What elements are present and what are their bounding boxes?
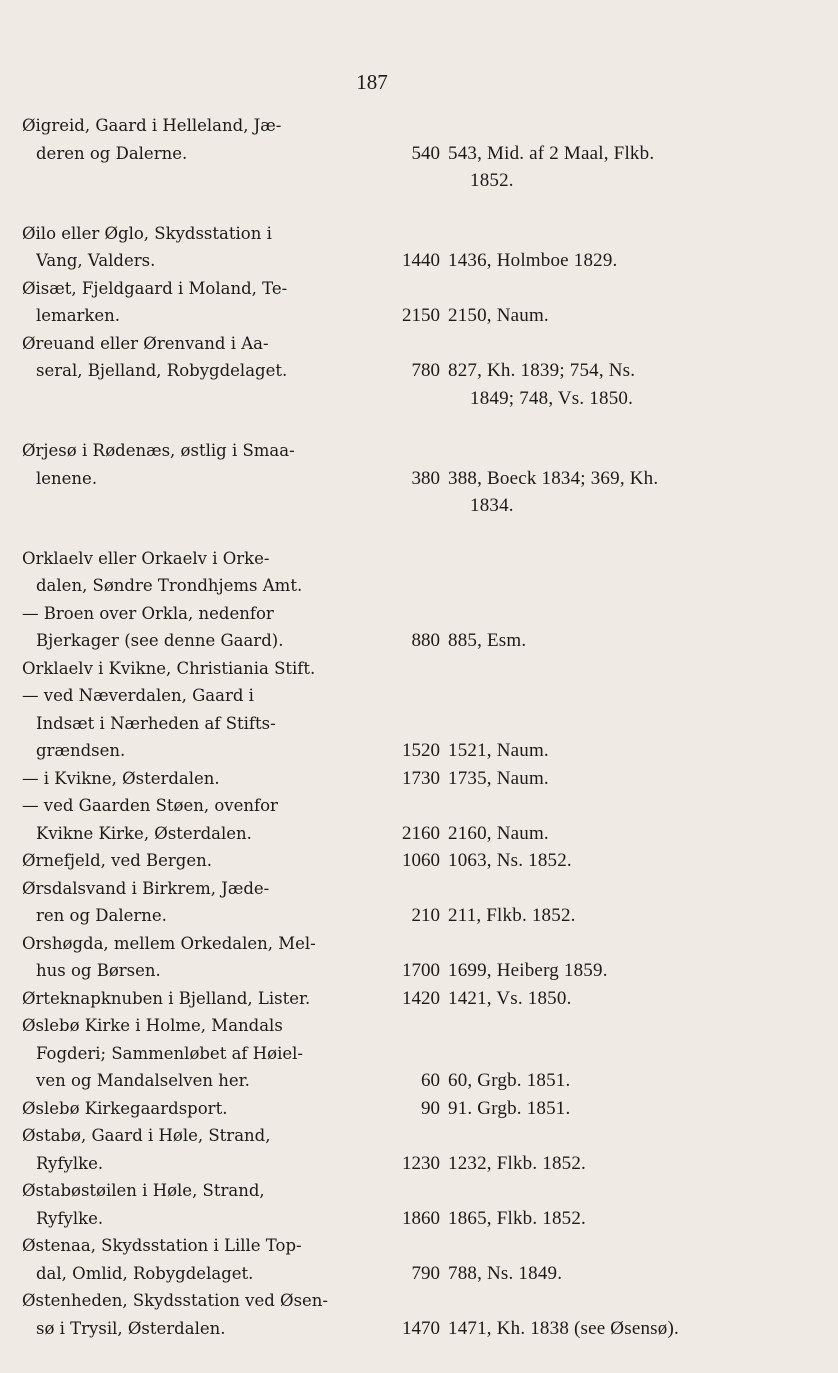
entry: [22, 275, 822, 330]
entry-line: [22, 1040, 822, 1068]
elevation-value: 1440: [402, 250, 440, 271]
entry: [22, 220, 822, 275]
entry-line: [22, 1260, 822, 1288]
place-description: lemarken.: [36, 306, 121, 325]
place-description: Orklaelv eller Orkaelv i Orke-: [22, 548, 270, 568]
elevation-value: 2160: [402, 822, 440, 844]
place-description: Ørsdalsvand i Birkrem, Jæde-: [22, 878, 270, 898]
elevation-value: 60: [421, 1070, 440, 1091]
entry-line: [22, 792, 822, 820]
entry-line: [22, 930, 822, 958]
entry-line: [22, 1205, 822, 1233]
entry: [22, 682, 822, 765]
entry-line: [22, 1177, 822, 1205]
place-description: Ryfylke.: [36, 1208, 104, 1228]
entry: [22, 792, 822, 847]
entry-line: [22, 847, 822, 875]
source-reference: 885, Esm.: [448, 630, 527, 651]
entry: [22, 655, 822, 683]
entry-line: [22, 112, 822, 140]
place-description: Vang, Valders.: [36, 251, 156, 270]
entry-line: [22, 1122, 822, 1150]
elevation-value: 1700: [402, 960, 440, 981]
source-reference: 1699, Heiberg 1859.: [448, 960, 608, 981]
place-description: Østenheden, Skydsstation ved Øsen-: [22, 1291, 329, 1310]
entry-line: [22, 985, 822, 1013]
place-description: dalen, Søndre Trondhjems Amt.: [36, 576, 303, 595]
entry-line: [22, 1012, 822, 1040]
place-description: Øslebø Kirke i Holme, Mandals: [22, 1016, 283, 1035]
entry-line: [22, 1150, 822, 1178]
source-reference: 1471, Kh. 1838 (see Øsensø).: [448, 1317, 679, 1339]
entry: [22, 437, 822, 520]
place-description: — i Kvikne, Østerdalen.: [22, 768, 220, 788]
entry-line: [22, 820, 822, 848]
place-description: sø i Trysil, Østerdalen.: [36, 1318, 226, 1338]
entry-line: [22, 465, 822, 493]
entry-line: [22, 600, 822, 628]
place-description: Øreuand eller Ørenvand i Aa-: [22, 333, 269, 353]
entry-line: [22, 545, 822, 573]
entry-line: [22, 437, 822, 465]
entry: [22, 1012, 822, 1095]
entry-line: [22, 1067, 822, 1095]
entry: [22, 1095, 822, 1123]
entry-line: [22, 167, 822, 195]
place-description: Ørjesø i Rødenæs, østlig i Smaa-: [22, 441, 295, 460]
source-reference: 1735, Naum.: [448, 767, 549, 789]
source-reference: 1834.: [470, 495, 514, 516]
elevation-value: 210: [411, 905, 440, 926]
source-reference: 91. Grgb. 1851.: [448, 1097, 571, 1119]
entry-line: [22, 330, 822, 358]
elevation-value: 790: [411, 1262, 440, 1284]
entry: [22, 330, 822, 413]
entry-line: [22, 275, 822, 303]
source-reference: 2150, Naum.: [448, 305, 549, 326]
entry-line: [22, 655, 822, 683]
entry: [22, 600, 822, 655]
place-description: Øslebø Kirkegaardsport.: [22, 1098, 228, 1118]
entry: [22, 985, 822, 1013]
page-number: 187: [356, 70, 388, 94]
elevation-value: 2150: [402, 305, 440, 326]
place-description: Øilo eller Øglo, Skydsstation i: [22, 223, 272, 243]
place-description: deren og Dalerne.: [36, 143, 188, 163]
entry: [22, 112, 822, 195]
elevation-value: 1420: [402, 987, 440, 1009]
entry: [22, 545, 822, 600]
entry-line: [22, 1287, 822, 1315]
entry-line: [22, 1315, 822, 1343]
entry: [22, 875, 822, 930]
place-description: Øisæt, Fjeldgaard i Moland, Te-: [22, 278, 288, 298]
source-reference: 60, Grgb. 1851.: [448, 1070, 571, 1091]
elevation-value: 90: [421, 1097, 440, 1119]
entry-line: [22, 902, 822, 930]
elevation-entries: [22, 112, 822, 1342]
place-description: ven og Mandalselven her.: [36, 1071, 250, 1090]
entry-line: [22, 140, 822, 168]
source-reference: 1421, Vs. 1850.: [448, 987, 572, 1009]
source-reference: 1865, Flkb. 1852.: [448, 1207, 586, 1229]
source-reference: 1849; 748, Vs. 1850.: [470, 387, 634, 409]
entry-line: [22, 357, 822, 385]
entry-line: [22, 302, 822, 330]
elevation-value: 1860: [402, 1207, 440, 1229]
entry: [22, 930, 822, 985]
entry: [22, 765, 822, 793]
place-description: hus og Børsen.: [36, 961, 161, 980]
place-description: Østenaa, Skydsstation i Lille Top-: [22, 1236, 302, 1255]
entry-line: [22, 682, 822, 710]
elevation-value: 780: [411, 360, 440, 381]
entry: [22, 1122, 822, 1177]
place-description: Ørteknapknuben i Bjelland, Lister.: [22, 988, 311, 1008]
source-reference: 788, Ns. 1849.: [448, 1262, 563, 1284]
source-reference: 1436, Holmboe 1829.: [448, 250, 618, 271]
entry-line: [22, 492, 822, 520]
place-description: — Broen over Orkla, nedenfor: [22, 603, 274, 623]
source-reference: 1852.: [470, 170, 514, 191]
entry: [22, 847, 822, 875]
entry-line: [22, 737, 822, 765]
place-description: Bjerkager (see denne Gaard).: [36, 631, 284, 650]
place-description: — ved Næverdalen, Gaard i: [22, 686, 254, 705]
place-description: Orklaelv i Kvikne, Christiania Stift.: [22, 658, 316, 678]
source-reference: 543, Mid. af 2 Maal, Flkb.: [448, 142, 655, 164]
elevation-value: 1470: [402, 1317, 440, 1339]
entry: [22, 1177, 822, 1232]
entry-line: [22, 627, 822, 655]
place-description: Kvikne Kirke, Østerdalen.: [36, 823, 252, 843]
entry-line: [22, 1095, 822, 1123]
place-description: seral, Bjelland, Robygdelaget.: [36, 361, 288, 380]
elevation-value: 880: [411, 630, 440, 651]
elevation-value: 1520: [402, 740, 440, 761]
place-description: — ved Gaarden Støen, ovenfor: [22, 796, 278, 815]
place-description: Indsæt i Nærheden af Stifts-: [36, 713, 276, 733]
entry-line: [22, 385, 822, 413]
elevation-value: 1060: [402, 850, 440, 871]
entry-line: [22, 220, 822, 248]
place-description: Øigreid, Gaard i Helleland, Jæ-: [22, 116, 282, 135]
place-description: Ørnefjeld, ved Bergen.: [22, 851, 212, 870]
source-reference: 2160, Naum.: [448, 822, 549, 844]
elevation-value: 1730: [402, 767, 440, 789]
source-reference: 1232, Flkb. 1852.: [448, 1152, 586, 1174]
place-description: dal, Omlid, Robygdelaget.: [36, 1263, 254, 1283]
entry-line: [22, 710, 822, 738]
place-description: grændsen.: [36, 741, 126, 760]
source-reference: 1521, Naum.: [448, 740, 549, 761]
place-description: Orshøgda, mellem Orkedalen, Mel-: [22, 933, 316, 953]
entry: [22, 1232, 822, 1287]
entry-line: [22, 572, 822, 600]
entry-line: [22, 1232, 822, 1260]
entry-line: [22, 247, 822, 275]
place-description: Fogderi; Sammenløbet af Høiel-: [36, 1043, 303, 1063]
place-description: Østabøstøilen i Høle, Strand,: [22, 1181, 265, 1200]
source-reference: 1063, Ns. 1852.: [448, 850, 572, 871]
elevation-value: 380: [411, 467, 440, 489]
place-description: lenene.: [36, 468, 98, 488]
place-description: ren og Dalerne.: [36, 906, 167, 925]
source-reference: 211, Flkb. 1852.: [448, 905, 576, 926]
entry-line: [22, 765, 822, 793]
entry: [22, 1287, 822, 1342]
place-description: Østabø, Gaard i Høle, Strand,: [22, 1126, 271, 1145]
source-reference: 388, Boeck 1834; 369, Kh.: [448, 467, 659, 489]
entry-line: [22, 957, 822, 985]
elevation-value: 1230: [402, 1152, 440, 1174]
source-reference: 827, Kh. 1839; 754, Ns.: [448, 360, 636, 381]
place-description: Ryfylke.: [36, 1153, 104, 1173]
entry-line: [22, 875, 822, 903]
elevation-value: 540: [411, 142, 440, 164]
